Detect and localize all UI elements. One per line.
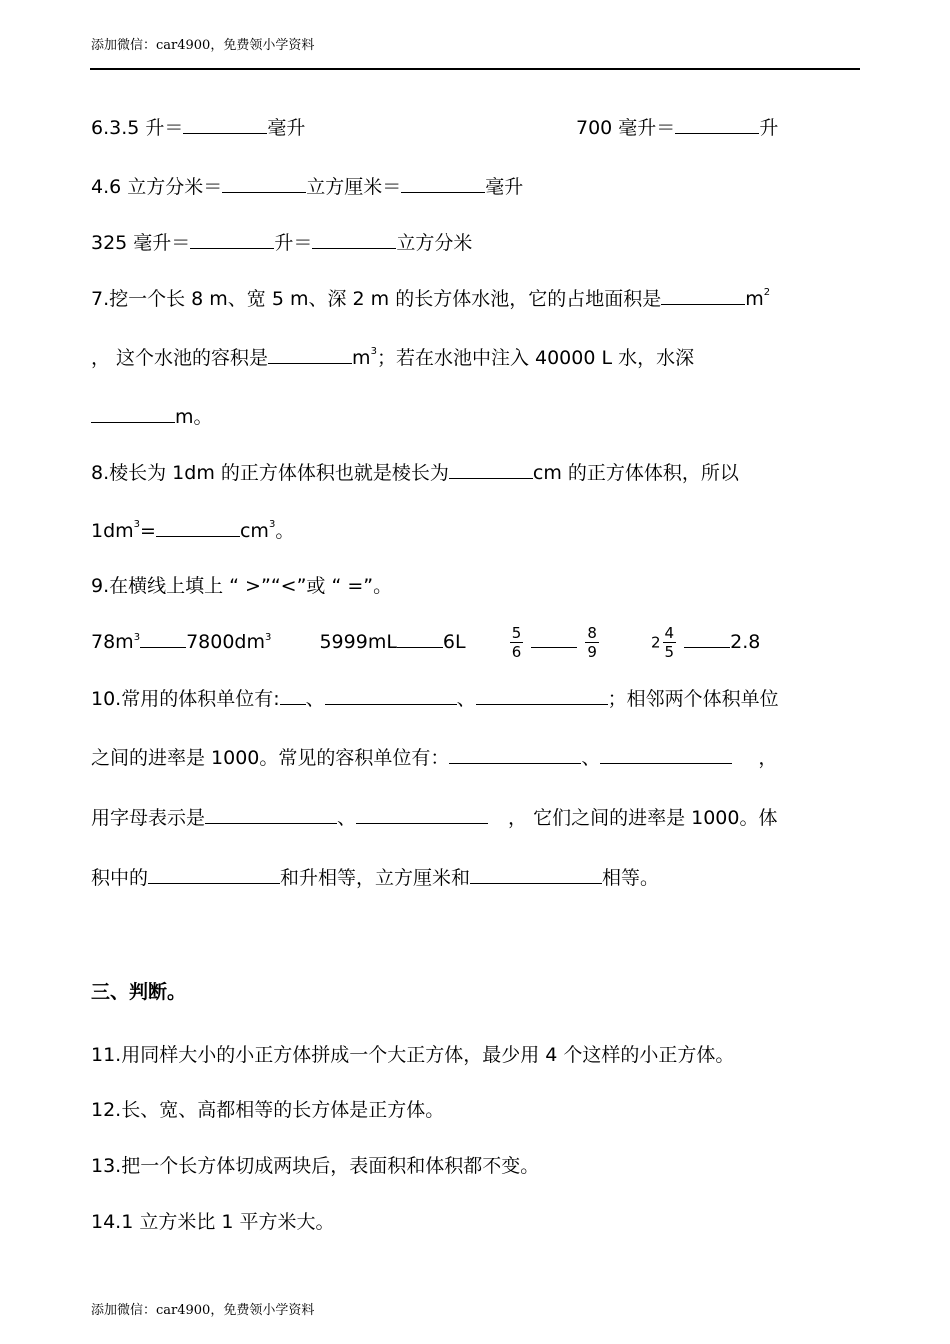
q8-text-1a: 8.棱长为 1dm 的正方体体积也就是棱长为 — [91, 462, 449, 484]
answer-blank[interactable] — [684, 621, 730, 648]
q7-unit-2: m — [352, 347, 371, 369]
footer-watermark: 添加微信：car4900，免费领小学资料 — [91, 1303, 315, 1318]
answer-blank[interactable] — [449, 459, 533, 479]
superscript: 2 — [763, 287, 771, 298]
q7-line-2 — [91, 344, 694, 370]
q6-b2: 升 — [759, 117, 779, 139]
q8-line-1 — [91, 459, 739, 485]
superscript: 3 — [268, 519, 276, 530]
answer-blank[interactable] — [190, 229, 274, 249]
q8-text-2c: cm — [239, 520, 269, 542]
header-watermark: 添加微信：car4900，免费领小学资料 — [91, 38, 315, 53]
q10-text-3b: ， 它们之间的进率是 1000。体 — [508, 807, 778, 829]
separator: 、 — [305, 688, 325, 710]
answer-blank[interactable] — [476, 685, 608, 705]
answer-blank[interactable] — [531, 621, 577, 648]
q7-text-2a: ， 这个水池的容积是 — [91, 347, 269, 369]
q10-text-1a: 10.常用的体积单位有: — [91, 688, 280, 710]
q10-line-3 — [91, 804, 777, 830]
q6-c1: 4.6 立方分米＝ — [91, 176, 223, 198]
answer-blank[interactable] — [268, 344, 352, 364]
q7-unit-1: m — [745, 288, 764, 310]
q9-title: 9.在横线上填上 “ >”“<”或 “ =”。 — [91, 575, 393, 597]
answer-blank[interactable] — [449, 744, 581, 764]
q10-line-4 — [91, 864, 659, 890]
judgment-item: 11.用同样大小的小正方体拼成一个大正方体，最少用 4 个这样的小正方体。 — [91, 1044, 735, 1066]
q10-text-2b: ， — [758, 747, 778, 769]
q10-text-2a: 之间的进率是 1000。常见的容积单位有： — [91, 747, 450, 769]
q10-text-4a: 积中的 — [91, 867, 149, 889]
q10-text-1b: ；相邻两个体积单位 — [607, 688, 779, 710]
q8-text-2d: 。 — [275, 520, 295, 542]
separator: 、 — [456, 688, 476, 710]
answer-blank[interactable] — [470, 864, 602, 884]
superscript: 3 — [133, 632, 141, 643]
judgment-item: 12.长、宽、高都相等的长方体是正方体。 — [91, 1099, 445, 1121]
q9-comparisons — [91, 620, 760, 664]
separator: 、 — [337, 807, 357, 829]
answer-blank[interactable] — [222, 173, 306, 193]
superscript: 3 — [133, 519, 141, 530]
q6-line-1 — [91, 114, 305, 140]
answer-blank[interactable] — [356, 804, 488, 824]
superscript: 3 — [265, 632, 272, 643]
answer-blank[interactable] — [600, 744, 732, 764]
answer-blank[interactable] — [661, 285, 745, 305]
q10-line-1 — [91, 685, 779, 711]
q6-c2: 立方厘米＝ — [306, 176, 402, 198]
q10-text-4c: 相等。 — [602, 867, 660, 889]
header-divider — [90, 68, 860, 70]
answer-blank[interactable] — [312, 229, 396, 249]
q6-a2: 毫升 — [267, 117, 306, 139]
fraction-4-5: $\frac{4}{5}$ — [664, 624, 675, 661]
answer-blank[interactable] — [148, 864, 280, 884]
judgment-item: 13.把一个长方体切成两块后，表面积和体积都不变。 — [91, 1155, 540, 1177]
superscript: 3 — [370, 346, 377, 357]
q9-p2b: 6L — [442, 631, 466, 653]
answer-blank[interactable] — [140, 621, 186, 648]
answer-blank[interactable] — [156, 517, 240, 537]
q6-b1: 700 毫升＝ — [576, 117, 676, 139]
q7-text-2b: ；若在水池中注入 40000 L 水，水深 — [376, 347, 695, 369]
answer-blank[interactable] — [280, 685, 306, 705]
answer-blank[interactable] — [397, 621, 443, 648]
q10-text-4b: 和升相等，立方厘米和 — [280, 867, 471, 889]
q6-d2: 升＝ — [274, 232, 313, 254]
q7-line-1 — [91, 285, 770, 311]
q8-text-2b: = — [140, 520, 156, 542]
answer-blank[interactable] — [401, 173, 485, 193]
answer-blank[interactable] — [675, 114, 759, 134]
answer-blank[interactable] — [325, 685, 457, 705]
answer-blank[interactable] — [91, 403, 175, 423]
q10-text-3a: 用字母表示是 — [91, 807, 206, 829]
judgment-item: 14.1 立方米比 1 平方米大。 — [91, 1211, 335, 1233]
q10-line-2 — [91, 744, 777, 770]
mixed-whole: 2 — [650, 633, 661, 652]
q8-line-2 — [91, 517, 294, 543]
q6-d1: 325 毫升＝ — [91, 232, 191, 254]
q9-p1a: 78m — [91, 631, 134, 653]
fraction-5-6: $\frac{5}{6}$ — [511, 624, 522, 661]
q6-a1: 6.3.5 升＝ — [91, 117, 184, 139]
q6-line-3 — [91, 229, 472, 255]
q9-p1b: 7800dm — [186, 631, 265, 653]
q9-p4b: 2.8 — [730, 631, 761, 653]
q7-text-1: 7.挖一个长 8 m、宽 5 m、深 2 m 的长方体水池，它的占地面积是 — [91, 288, 662, 310]
q6-line-1b — [576, 114, 778, 140]
q8-text-2a: 1dm — [91, 520, 134, 542]
fraction-8-9: $\frac{8}{9}$ — [587, 624, 597, 661]
section-title: 三、判断。 — [91, 981, 187, 1003]
answer-blank[interactable] — [205, 804, 337, 824]
separator: 、 — [581, 747, 601, 769]
q6-line-2 — [91, 173, 523, 199]
answer-blank[interactable] — [183, 114, 267, 134]
q6-d3: 立方分米 — [396, 232, 473, 254]
q8-text-1b: cm 的正方体体积，所以 — [532, 462, 739, 484]
q7-line-3 — [91, 403, 213, 429]
q7-text-3: m。 — [175, 406, 213, 428]
q9-p2a: 5999mL — [319, 631, 397, 653]
q6-c3: 毫升 — [485, 176, 524, 198]
